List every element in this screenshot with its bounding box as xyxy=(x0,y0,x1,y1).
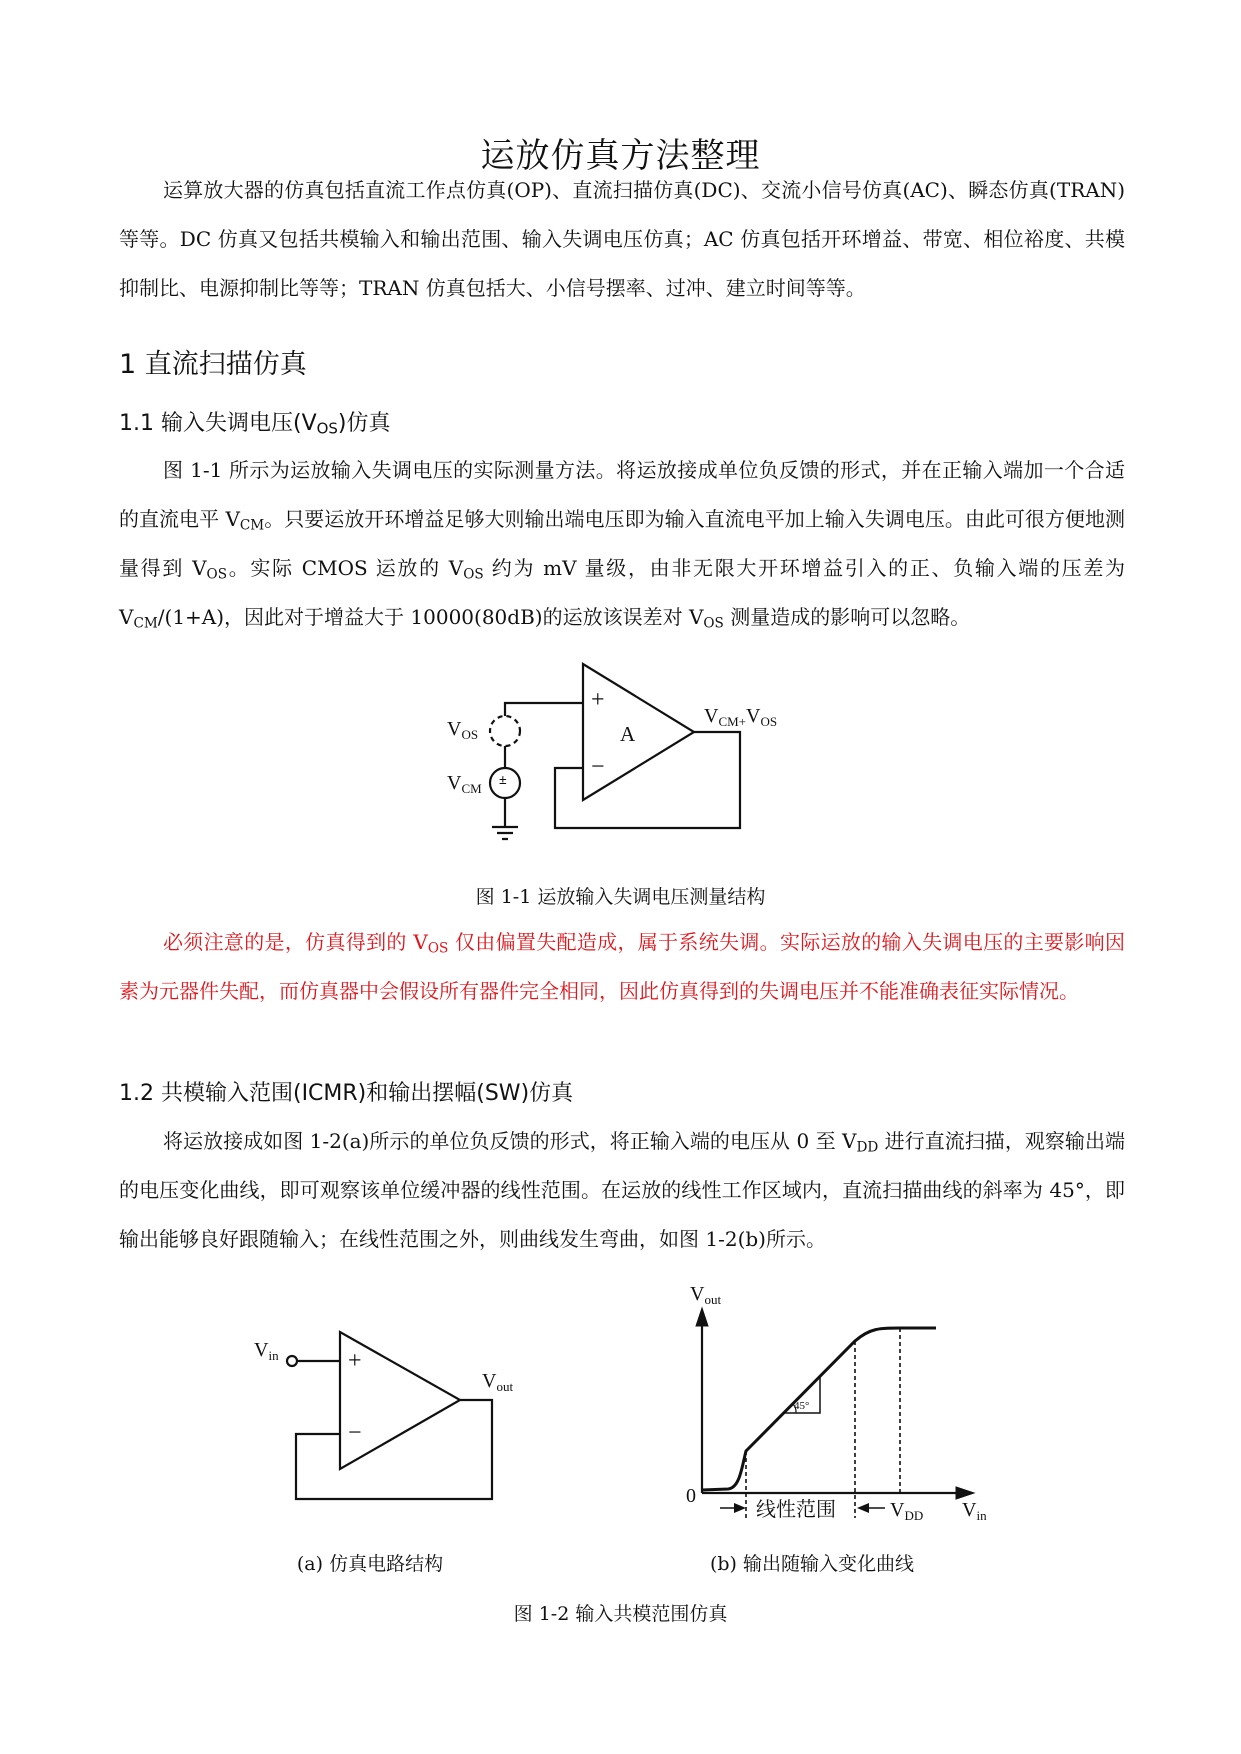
page-title: 运放仿真方法整理 xyxy=(480,136,761,176)
vout-label-2a: $V_{out}$ xyxy=(482,1370,514,1394)
vin-axis-label: $V_{in}$ xyxy=(962,1499,987,1523)
figure-1-1-caption: 图 1-1 运放输入失调电压测量结构 xyxy=(475,886,766,908)
icmr-paragraph: 将运放接成如图 1-2(a)所示的单位负反馈的形式，将正输入端的电压从 0 至 $V_{DD}$ 进行直流扫描，观察输出端的电压变化曲线，即可观察该单位缓冲器的线性范围。在运放的线性工作区域内，直流扫描曲线的斜率为 45°，即输出能够良好跟随输入；在线性范围之外，则曲线发生弯曲，如图 1-2(b)所示。 xyxy=(119,1129,1125,1251)
intro-line-2: (TRAN)等等。DC 仿真又包括共模输入和输出范围、输入失调电压仿真；AC 仿真包括开环增益、带宽、 xyxy=(119,178,1125,251)
range-right-arrowhead xyxy=(857,1503,869,1513)
figure-1-2a-circuit xyxy=(287,1332,492,1499)
origin-label: 0 xyxy=(686,1485,696,1507)
output-label: $V_{CM+}V_{OS}$ xyxy=(704,705,778,729)
feedback-wire-2a xyxy=(296,1400,492,1499)
vos-label: $V_{OS}$ xyxy=(447,718,479,742)
section-1-1-heading: 1.1 输入失调电压$(V_{OS})$仿真 xyxy=(119,411,391,438)
gain-label: A xyxy=(620,722,636,746)
vdd-label: $V_{DD}$ xyxy=(890,1499,924,1523)
plus-sign: + xyxy=(591,687,605,713)
offset-voltage-paragraph: 图 1-1 所示为运放输入失调电压的实际测量方法。将运放接成单位负反馈的形式，并在正输入端加一个合适的直流电平 $V_{CM}$。只要运放开环增益足够大则输出端电压即为输入直流电平加上输入失调电压。由此可很方便地测量得到 $V_{OS}$。实际 CMOS 运放的 $V_{OS}$ 约为 mV 量级，由非无限大开环增益引入的正、负输入端的压差为 $V_{CM}/(1+A)$，因此对于增益大于 10000(80dB)的运放该误差对 $V_{OS}$ 测量造成的影响可以忽略。 xyxy=(119,458,1125,632)
figure-1-2b-caption: (b) 输出随输入变化曲线 xyxy=(709,1553,915,1575)
x-axis-arrow xyxy=(956,1487,974,1499)
transfer-curve xyxy=(702,1328,936,1490)
section-1-heading: 1 直流扫描仿真 xyxy=(119,349,307,380)
vout-axis-label: $V_{out}$ xyxy=(690,1283,722,1307)
range-left-arrowhead xyxy=(734,1503,746,1513)
minus-sign: − xyxy=(591,754,605,780)
vcm-label: $V_{CM}$ xyxy=(447,772,482,796)
linear-range-label: 线性范围 xyxy=(756,1497,836,1521)
buffer-minus-sign: − xyxy=(348,1420,362,1446)
figure-1-2-caption: 图 1-2 输入共模范围仿真 xyxy=(513,1603,728,1625)
vin-label-2a: $V_{in}$ xyxy=(254,1339,279,1363)
figure-1-2a-caption: (a) 仿真电路结构 xyxy=(296,1553,444,1575)
figure-1-2b-plot xyxy=(696,1308,974,1518)
y-axis-arrow xyxy=(696,1308,708,1326)
intro-line-1: 运算放大器的仿真包括直流工作点仿真(OP)、直流扫描仿真(DC)、交流小信号仿真(AC)、瞬态仿真 xyxy=(163,178,1050,202)
angle-label: 45° xyxy=(794,1400,810,1412)
intro-line-3: 相位裕度、共模抑制比、电源抑制比等等；TRAN 仿真包括大、小信号摆率、过冲、建立时间等等。 xyxy=(119,227,1125,300)
warning-paragraph: 必须注意的是，仿真得到的 $V_{OS}$ 仅由偏置失配造成，属于系统失调。实际运放的输入失调电压的主要影响因素为元器件失配，而仿真器中会假设所有器件完全相同，因此仿真得到的失调电压并不能准确表征实际情况。 xyxy=(119,930,1125,1003)
buffer-plus-sign: + xyxy=(348,1348,362,1374)
vcm-source-plus: ± xyxy=(499,773,507,788)
section-1-2-heading: 1.2 共模输入范围(ICMR)和输出摆幅(SW)仿真 xyxy=(119,1081,574,1106)
input-terminal xyxy=(287,1356,297,1366)
